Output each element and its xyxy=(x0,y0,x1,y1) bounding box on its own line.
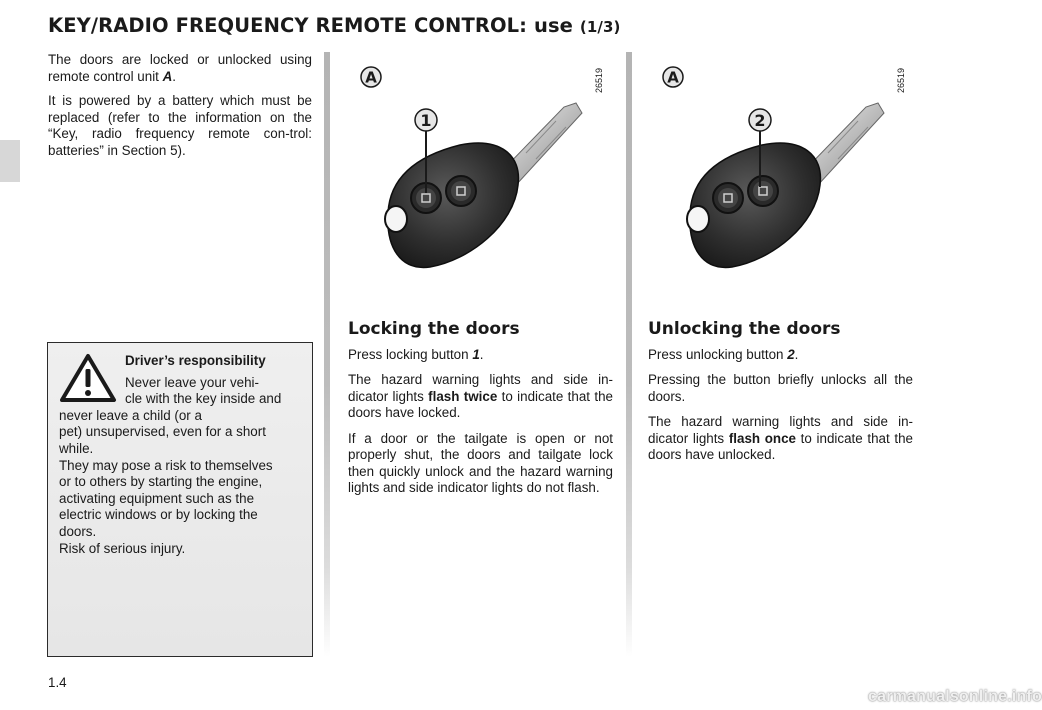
section-side-tab xyxy=(0,140,20,182)
warning-line: Risk of serious injury. xyxy=(59,540,186,556)
column-divider-left xyxy=(324,52,330,657)
warning-line: activating equipment such as the xyxy=(59,490,255,506)
page-title-main: KEY/RADIO FREQUENCY REMOTE CONTROL: use xyxy=(48,14,573,37)
intro-paragraph-1: The doors are locked or unlocked using remote control unit A. xyxy=(48,52,312,84)
intro-paragraph-2: It is powered by a battery which must be replaced (refer to the information on the “Key, radio frequency remote con-trol: batteries” in Section 5). xyxy=(48,93,312,158)
figure-unlocking-key xyxy=(652,55,908,305)
warning-line: never leave a child (or a xyxy=(59,407,202,423)
warning-line: electric windows or by locking the xyxy=(59,507,258,523)
column-divider-right xyxy=(626,52,632,657)
page-title-part: (1/3) xyxy=(579,18,621,36)
unlocking-paragraph-1: Press unlocking button 2. xyxy=(648,346,799,362)
svg-text:A: A xyxy=(667,68,679,87)
locking-paragraph-1: Press locking button 1. xyxy=(348,346,484,362)
unlocking-heading: Unlocking the doors xyxy=(648,319,841,339)
figure-locking-key xyxy=(350,55,606,305)
remote-key-icon xyxy=(385,103,582,267)
unlocking-section xyxy=(648,321,913,473)
figure-label-a xyxy=(663,67,683,87)
warning-line: or to others by starting the engine, xyxy=(59,474,263,490)
figure-ref-code: 26519 xyxy=(594,67,604,93)
figure-ref-code: 26519 xyxy=(896,67,906,93)
warning-line: Never leave your vehi- xyxy=(125,374,259,390)
svg-text:1: 1 xyxy=(420,111,432,130)
warning-line: while. xyxy=(59,440,94,456)
warning-triangle-icon xyxy=(59,353,117,403)
warning-title: Driver’s responsibility xyxy=(125,353,266,368)
footer-watermark: carmanualsonline.info xyxy=(868,688,1042,705)
locking-heading: Locking the doors xyxy=(348,319,520,339)
callout-badge-2 xyxy=(749,109,771,131)
warning-line: doors. xyxy=(59,523,97,539)
figure-label-a xyxy=(361,67,381,87)
callout-badge-1 xyxy=(415,109,437,131)
svg-text:A: A xyxy=(365,68,377,87)
warning-line: cle with the key inside and xyxy=(125,391,282,407)
locking-paragraph-3: If a door or the tailgate is open or not properly shut, the doors and tailgate lock then quickly unlock and the hazard warning lights and side indicator lights do not flash. xyxy=(348,430,613,495)
intro-text xyxy=(48,52,312,167)
warning-line: pet) unsupervised, even for a short xyxy=(59,424,266,440)
locking-section xyxy=(348,321,613,506)
remote-key-icon xyxy=(687,103,884,267)
driver-responsibility-warning xyxy=(47,342,313,657)
warning-line: They may pose a risk to themselves xyxy=(59,457,273,473)
locking-paragraph-2: The hazard warning lights and side in-dicator lights flash twice to indicate that the doors have locked. xyxy=(348,372,613,420)
svg-text:2: 2 xyxy=(754,111,766,130)
page-title xyxy=(48,14,620,37)
unlocking-paragraph-2: Pressing the button briefly unlocks all the doors. xyxy=(648,372,913,404)
page-number: 1.4 xyxy=(48,675,67,690)
unlocking-paragraph-3: The hazard warning lights and side in-dicator lights flash once to indicate that the doors have unlocked. xyxy=(648,414,913,462)
